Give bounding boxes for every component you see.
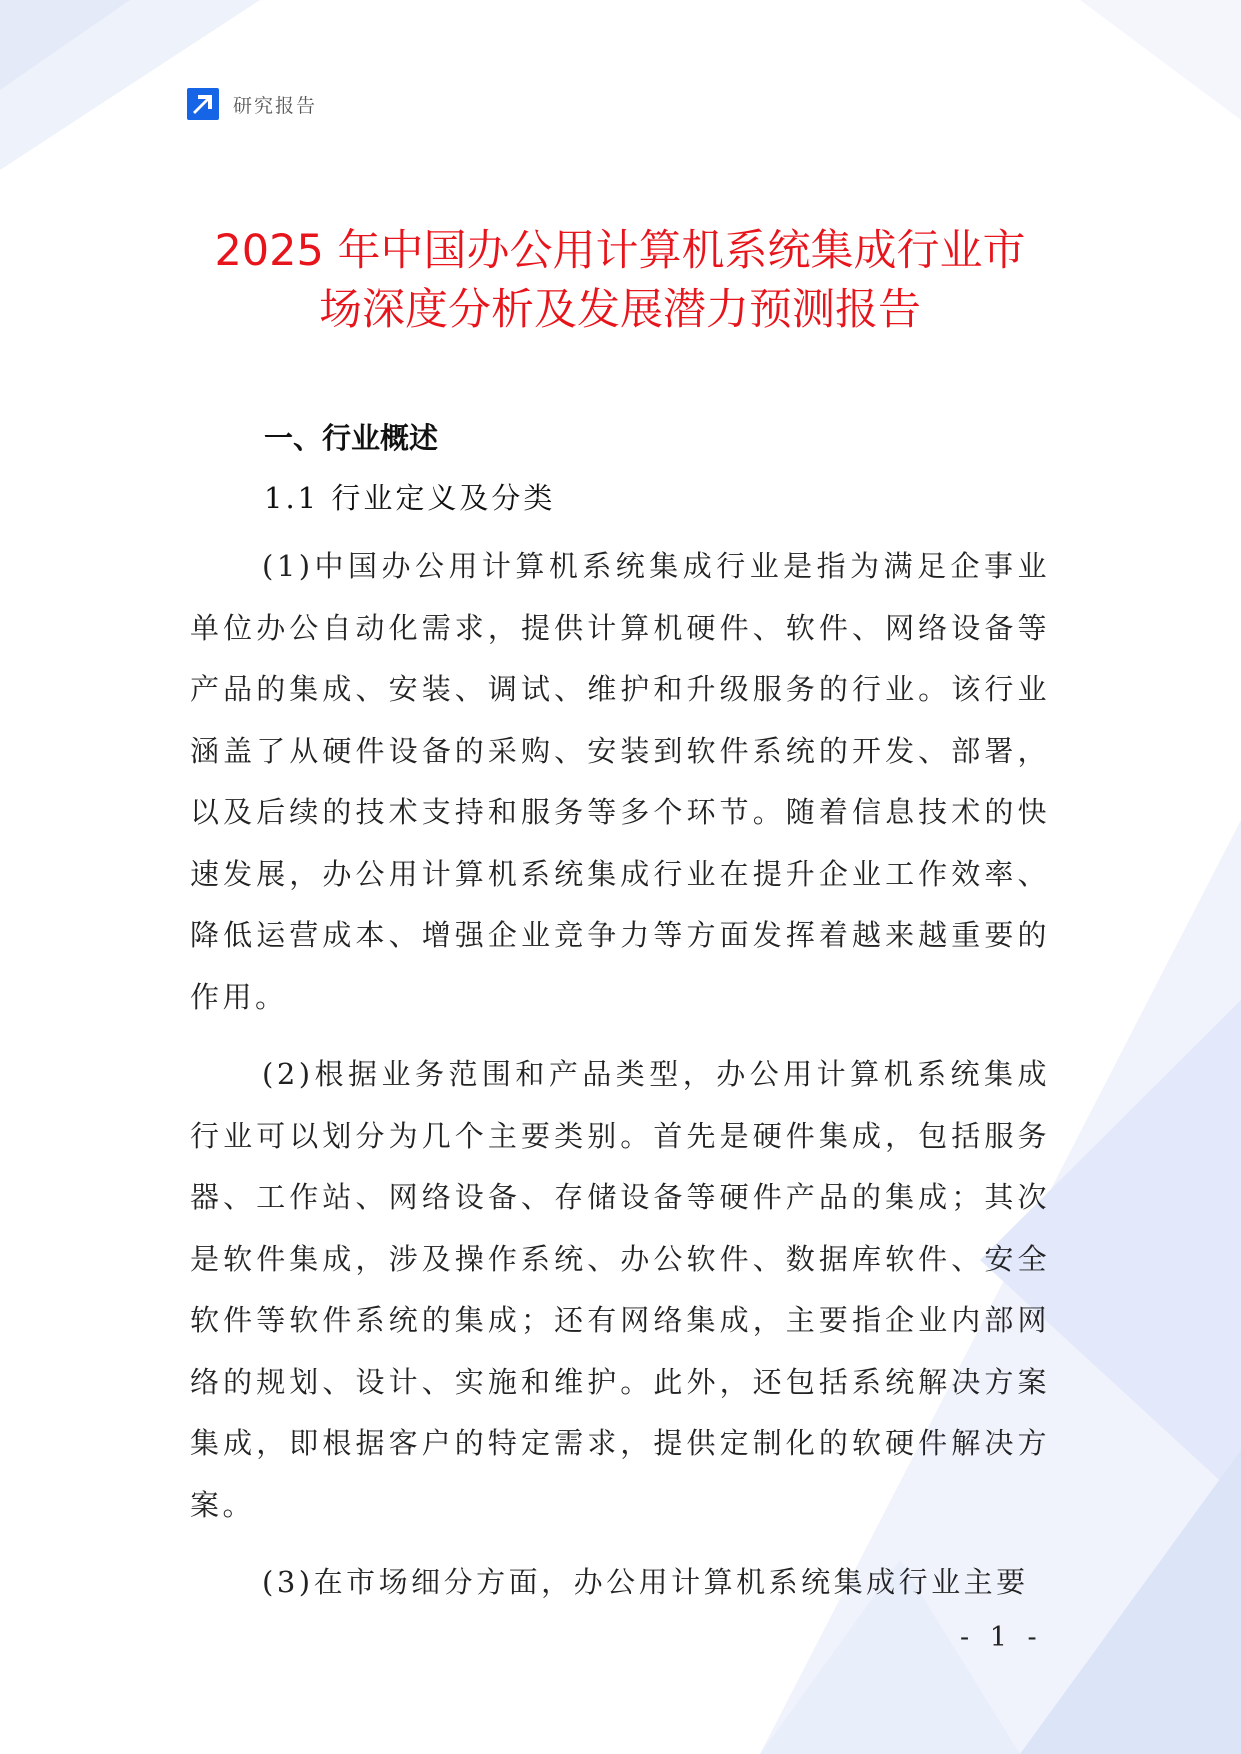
paragraph-2: (2)根据业务范围和产品类型，办公用计算机系统集成行业可以划分为几个主要类别。首先是硬件集成，包括服务器、工作站、网络设备、存储设备等硬件产品的集成；其次是软件集成，涉及操作系统、办公软件、数据库软件、安全软件等软件系统的集成；还有网络集成，主要指企业内部网络的规划、设计、实施和维护。此外，还包括系统解决方案集成，即根据客户的特定需求，提供定制化的软硬件解决方案。 <box>190 1057 1050 1522</box>
top-right-shape <box>1080 0 1241 120</box>
subsection-heading: 1.1 行业定义及分类 <box>264 481 556 515</box>
paragraph-1: (1)中国办公用计算机系统集成行业是指为满足企事业单位办公自动化需求，提供计算机硬件、软件、网络设备等产品的集成、安装、调试、维护和升级服务的行业。该行业涵盖了从硬件设备的采购、安装到软件系统的开发、部署，以及后续的技术支持和服务等多个环节。随着信息技术的快速发展，办公用计算机系统集成行业在提升企业工作效率、降低运营成本、增强企业竞争力等方面发挥着越来越重要的作用。 <box>190 549 1050 1014</box>
header-label: 研究报告 <box>233 94 318 117</box>
paragraph-3: (3)在市场细分方面，办公用计算机系统集成行业主要 <box>262 1565 1029 1599</box>
title-line-2: 场深度分析及发展潜力预测报告 <box>319 285 921 335</box>
page-number: - 1 - <box>960 1622 1043 1653</box>
header <box>187 88 317 120</box>
section-heading: 一、行业概述 <box>264 421 439 455</box>
document-body <box>190 416 1050 1614</box>
title-line-1: 2025 年中国办公用计算机系统集成行业市 <box>214 226 1026 276</box>
arrow-up-right-icon <box>187 88 219 120</box>
page-title <box>140 222 1100 340</box>
